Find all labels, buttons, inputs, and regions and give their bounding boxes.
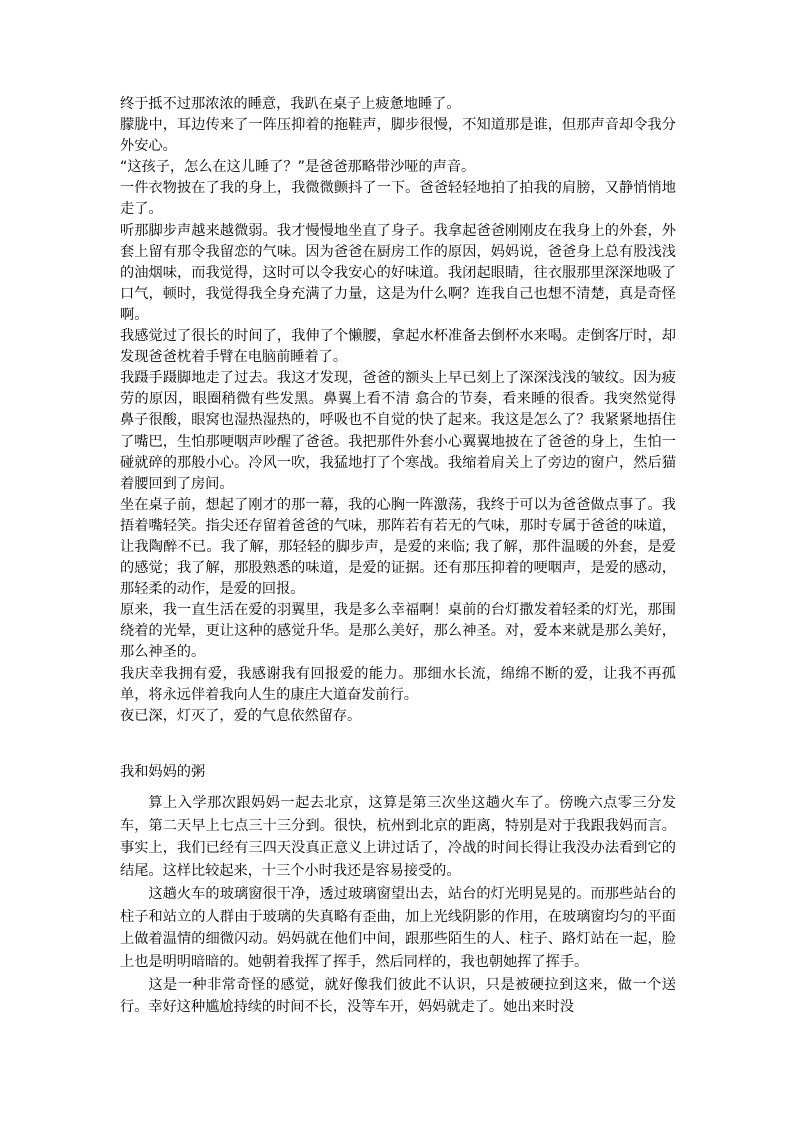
story2-body <box>120 792 676 1019</box>
paragraph: 我庆幸我拥有爱，我感谢我有回报爱的能力。那细水长流，绵绵不断的爱，让我不再孤单，将永远伴着我向人生的康庄大道奋发前行。 <box>120 665 676 703</box>
paragraph: 我蹑手蹑脚地走了过去。我这才发现，爸爸的额头上早已刻上了深深浅浅的皱纹。因为疲劳的原因，眼圈稍微有些发黑。鼻翼上看不清 翕合的节奏，看来睡的很香。我突然觉得鼻子很酸，眼窝也湿热湿热的，呼吸也不自觉的快了起来。我这是怎么了？我紧紧地捂住了嘴巴，生怕那哽咽声吵醒了爸爸。我把那件外套小心翼翼地披在了爸爸的身上，生怕一碰就碎的那般小心。冷风一吹，我猛地打了个寒战。我缩着肩关上了旁边的窗户，然后猫着腰回到了房间。 <box>120 370 676 492</box>
paragraph: 算上入学那次跟妈妈一起去北京，这算是第三次坐这趟火车了。傍晚六点零三分发车，第二天早上七点三十三分到。很快，杭州到北京的距离，特别是对于我跟我妈而言。事实上，我们已经有三四天没真正意义上讲过话了，冷战的时间长得让我没办法看到它的结尾。这样比较起来，十三个小时我还是容易接受的。 <box>120 795 676 880</box>
paragraph: 一件衣物披在了我的身上，我微微颤抖了一下。爸爸轻轻地拍了拍我的肩膀，又静悄悄地走了。 <box>120 180 676 218</box>
paragraph: 原来，我一直生活在爱的羽翼里，我是多么幸福啊！桌前的台灯撒发着轻柔的灯光，那围绕着的光晕，更让这种的感觉升华。是那么美好，那么神圣。对，爱本来就是那么美好，那么神圣的。 <box>120 602 676 661</box>
story1-body <box>120 94 676 727</box>
paragraph: 这趟火车的玻璃窗很干净，透过玻璃窗望出去，站台的灯光明晃晃的。而那些站台的柱子和站立的人群由于玻璃的失真略有歪曲，加上光线阴影的作用，在玻璃窗均匀的平面上做着温情的细微闪动。妈妈就在他们中间，跟那些陌生的人、柱子、路灯站在一起，脸上也是明明暗暗的。她朝着我挥了挥手，然后同样的，我也朝她挥了挥手。 <box>120 885 676 970</box>
paragraph: 听那脚步声越来越微弱。我才慢慢地坐直了身子。我拿起爸爸刚刚皮在我身上的外套，外套上留有那令我留恋的气味。因为爸爸在厨房工作的原因，妈妈说，爸爸身上总有股浅浅的油烟味，而我觉得，这时可以令我安心的好味道。我闭起眼睛，往衣服那里深深地吸了口气，顿时，我觉得我全身充满了力量，这是为什么啊？连我自己也想不清楚，真是奇怪啊。 <box>120 222 676 323</box>
paragraph: “这孩子，怎么在这儿睡了？”是爸爸那略带沙哑的声音。 <box>120 159 476 176</box>
paragraph: 终于抵不过那浓浓的睡意，我趴在桌子上疲惫地睡了。 <box>120 96 461 112</box>
paragraph: 我感觉过了很长的时间了，我伸了个懒腰，拿起水杯准备去倒杯水来喝。走倒客厅时，却发现爸爸枕着手臂在电脑前睡着了。 <box>120 328 676 366</box>
paragraph: 这是一种非常奇怪的感觉，就好像我们彼此不认识，只是被硬拉到这来，做一个送行。幸好这种尴尬持续的时间不长，没等车开，妈妈就走了。她出来时没 <box>120 976 676 1016</box>
story2-title: 我和妈妈的粥 <box>120 764 206 780</box>
paragraph: 朦胧中，耳边传来了一阵压抑着的拖鞋声，脚步很慢，不知道那是谁，但那声音却令我分外安心。 <box>120 117 676 155</box>
paragraph: 坐在桌子前，想起了刚才的那一幕，我的心胸一阵激荡，我终于可以为爸爸做点事了。我捂着嘴轻笑。指尖还存留着爸爸的气味，那阵若有若无的气味，那时专属于爸爸的味道，让我陶醉不已。我了解，那轻轻的脚步声，是爱的来临; 我了解，那件温暖的外套，是爱的感觉；我了解，那股熟悉的味道，是爱的证据。还有那压抑着的哽咽声，是爱的感动，那轻柔的动作，是爱的回报。 <box>120 496 676 598</box>
paragraph: 夜已深，灯灭了，爱的气息依然留存。 <box>120 707 362 724</box>
